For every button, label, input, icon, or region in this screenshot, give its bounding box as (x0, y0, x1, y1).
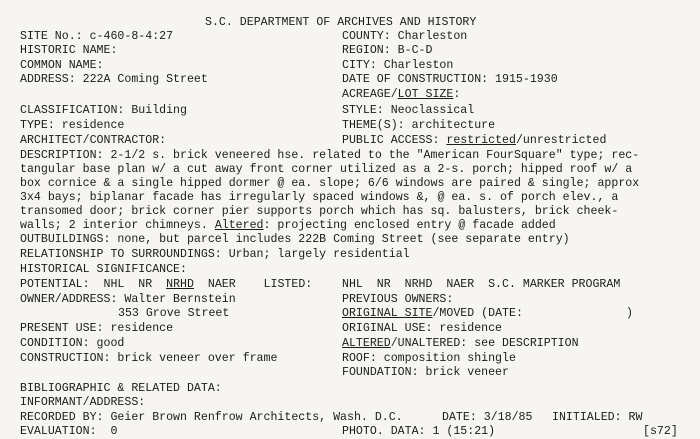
evaluation: EVALUATION: 0 (20, 425, 118, 438)
description-line-6 (20, 219, 556, 233)
foundation: FOUNDATION: brick veneer (342, 366, 509, 379)
original-site (342, 307, 523, 321)
county: COUNTY: Charleston (342, 30, 468, 43)
public-access (342, 134, 606, 148)
description-line-2: tangular base plan w/ a cut away front corner utilized as a 2-s. porch; hipped roof w/ a (20, 163, 633, 176)
construction: CONSTRUCTION: brick veneer over frame (20, 352, 278, 365)
public-access-restricted: restricted (446, 134, 516, 147)
historical-significance: HISTORICAL SIGNIFICANCE: (20, 263, 187, 276)
site-number: SITE No.: c-460-8-4:27 (20, 30, 174, 43)
altered-label: Altered (214, 219, 264, 232)
address: ADDRESS: 222A Coming Street (20, 73, 208, 86)
potential-nrhd: NRHD (166, 278, 194, 291)
description-line-1: DESCRIPTION: 2-1/2 s. brick veneered hse. related to the "American FourSquare" type; rec- (20, 149, 640, 162)
acreage-label: ACREAGE/ (342, 88, 398, 101)
region: REGION: B-C-D (342, 44, 433, 57)
recorded-by: RECORDED BY: Geier Brown Renfrow Architects, Wash. D.C. (20, 411, 403, 424)
original-use: ORIGINAL USE: residence (342, 322, 503, 335)
bibliographic-data: BIBLIOGRAPHIC & RELATED DATA: (20, 382, 222, 395)
owner-address: OWNER/ADDRESS: Walter Bernstein (20, 293, 236, 306)
city: CITY: Charleston (342, 59, 454, 72)
lot-size-label: LOT SIZE (397, 88, 454, 101)
acreage-lot-size (342, 88, 460, 102)
historic-name: HISTORIC NAME: (20, 44, 118, 57)
informant-address: INFORMANT/ADDRESS: (20, 396, 146, 409)
style: STYLE: Neoclassical (342, 104, 475, 117)
moved-date-close: ) (626, 307, 633, 320)
classification: CLASSIFICATION: Building (20, 104, 187, 117)
description-line-3: box cornice & a single hipped dormer @ ea. slope; 6/6 windows are paired & single; approx (20, 177, 640, 190)
potential-label: POTENTIAL: NHL NR (20, 278, 167, 291)
public-access-unrestricted: /unrestricted (515, 134, 607, 147)
description-line-6-end: : projecting enclosed entry @ facade added (263, 219, 556, 232)
themes: THEME(S): architecture (342, 119, 496, 132)
altered-unaltered (342, 337, 579, 351)
condition: CONDITION: good (20, 337, 125, 350)
form-title: S.C. DEPARTMENT OF ARCHIVES AND HISTORY (205, 16, 477, 29)
public-access-label: PUBLIC ACCESS: (342, 134, 447, 147)
photo-data: PHOTO. DATA: 1 (15:21) (342, 425, 496, 438)
previous-owners: PREVIOUS OWNERS: (342, 293, 454, 306)
present-use: PRESENT USE: residence (20, 322, 174, 335)
altered-note: /UNALTERED: see DESCRIPTION (390, 337, 579, 350)
owner-street: 353 Grove Street (118, 307, 230, 320)
type: TYPE: residence (20, 119, 125, 132)
page-code: [s72] (643, 425, 678, 438)
roof: ROOF: composition shingle (342, 352, 516, 365)
common-name: COMMON NAME: (20, 59, 104, 72)
moved-date-label: /MOVED (DATE: (432, 307, 523, 320)
listed-options: NHL NR NRHD NAER S.C. MARKER PROGRAM (342, 278, 621, 291)
description-line-4: 3x4 bays; biplanar facade has irregularly spaced windows &, @ ea. s. of porch elev., a (20, 191, 619, 204)
date-recorded: DATE: 3/18/85 (442, 411, 533, 424)
acreage-colon: : (453, 88, 461, 101)
description-line-5: transomed door; brick corner pier supports porch which has sq. balusters, brick cheek- (20, 205, 619, 218)
original-site-label: ORIGINAL SITE (342, 307, 433, 320)
initialed: INITIALED: RW (552, 411, 643, 424)
potential (20, 278, 312, 292)
date-of-construction: DATE OF CONSTRUCTION: 1915-1930 (342, 73, 558, 86)
description-line-6-start: walls; 2 interior chimneys. (20, 219, 215, 232)
potential-listed-label: NAER LISTED: (193, 278, 313, 291)
altered-flag: ALTERED (342, 337, 391, 350)
relationship-to-surroundings: RELATIONSHIP TO SURROUNDINGS: Urban; largely residential (20, 248, 410, 261)
outbuildings: OUTBUILDINGS: none, but parcel includes 222B Coming Street (see separate entry) (20, 233, 570, 246)
architect-contractor: ARCHITECT/CONTRACTOR: (20, 134, 167, 147)
